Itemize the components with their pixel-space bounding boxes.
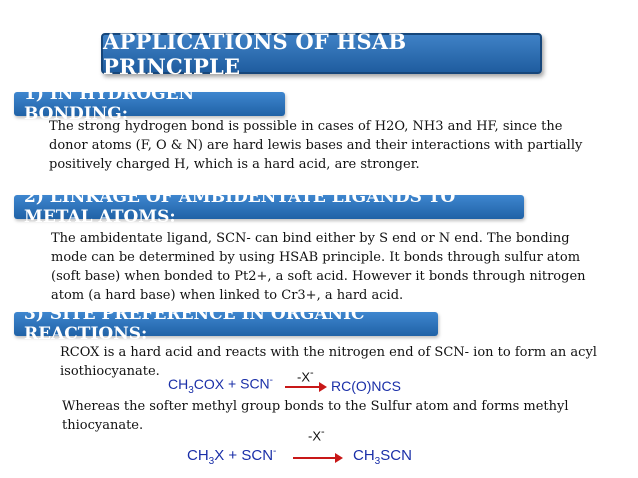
section-2-heading: 2) LINKAGE OF AMBIDENTATE LIGANDS TO METAL ATOMS: — [14, 195, 524, 219]
equation-2-reactant-1: $CH_3X$ — [187, 447, 225, 467]
text-line: positively charged H, which is a hard acid, are stronger. — [49, 157, 420, 172]
equation-2-reactant-2: SCN — [241, 447, 274, 464]
text-line: atom (a hard base) when linked to Cr3+, a hard acid. — [51, 288, 404, 303]
equation-1-reactant-1: $CH_3COX$ — [168, 375, 225, 396]
equation-1-condition: -X- — [297, 367, 314, 385]
equation-1-reactant-2: SCN — [240, 375, 270, 392]
equation-1-plus: + — [228, 375, 237, 392]
equation-1-left — [168, 375, 273, 395]
equation-1-arrow — [285, 386, 325, 388]
section-1-text — [49, 117, 582, 174]
section-3-heading: 3) SITE PREFERENCE IN ORGANIC REACTIONS: — [14, 312, 438, 336]
equation-1-product: RC(O)NCS — [331, 378, 401, 394]
text-line: (soft base) when bonded to Pt2+, a soft acid. However it bonds through nitrogen — [51, 269, 586, 284]
text-line: RCOX is a hard acid and reacts with the nitrogen end of SCN- ion to form an acyl — [60, 345, 597, 360]
text-line: thiocyanate. — [62, 418, 144, 433]
equation-2-condition: -X- — [308, 426, 325, 444]
equation-2-left — [187, 446, 276, 467]
section-3-text-1 — [60, 343, 597, 381]
text-line: The strong hydrogen bond is possible in cases of H2O, NH3 and HF, since the — [49, 119, 563, 134]
text-line: Whereas the softer methyl group bonds to the Sulfur atom and forms methyl — [62, 399, 569, 414]
equation-1-charge: - — [269, 375, 274, 386]
equation-2-plus: + — [228, 447, 238, 464]
section-2-text — [51, 229, 586, 305]
text-line: isothiocyanate. — [60, 364, 160, 379]
slide-title: APPLICATIONS OF HSAB PRINCIPLE — [101, 33, 542, 74]
section-1-heading: 1) IN HYDROGEN BONDING: — [14, 92, 285, 116]
equation-2-product: $CH_3SCN$ — [353, 447, 412, 467]
text-line: mode can be determined by using HSAB principle. It bonds through sulfur atom — [51, 250, 581, 265]
equation-2-charge: - — [273, 446, 277, 457]
text-line: The ambidentate ligand, SCN- can bind either by S end or N end. The bonding — [51, 231, 570, 246]
text-line: donor atoms (F, O & N) are hard lewis bases and their interactions with partially — [49, 138, 583, 153]
equation-2-arrow — [293, 457, 341, 459]
